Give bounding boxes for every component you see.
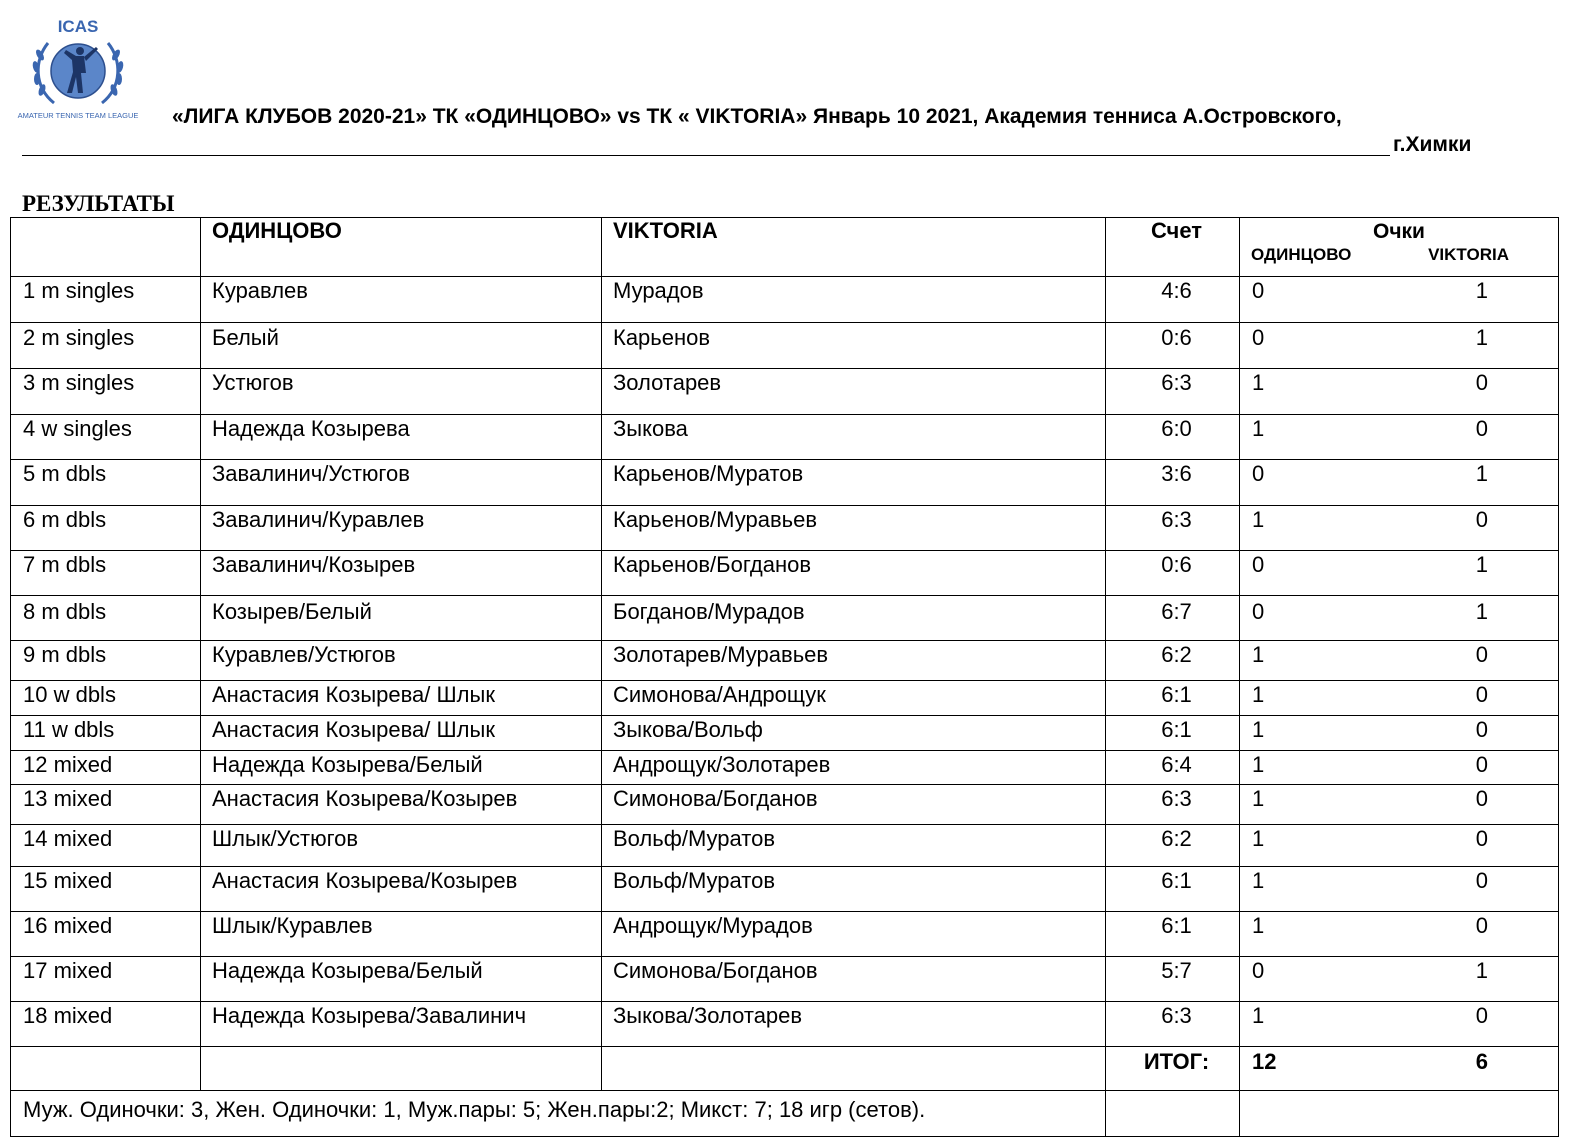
table-row [11,460,1559,506]
points-cell [1240,681,1559,716]
match-cell: 11 w dbls [11,716,201,751]
points-team-a: 1 [1252,370,1265,395]
points-team-b: 0 [1475,682,1488,707]
points-team-a: 1 [1252,642,1265,667]
points-team-b: 0 [1475,370,1488,395]
score-cell: 6:1 [1106,912,1240,957]
team-a-player-cell: Завалинич/Козырев [201,551,602,596]
summary-note: Муж. Одиночки: 3, Жен. Одиночки: 1, Муж.пары: 5; Жен.пары:2; Микст: 7; 18 игр (сетов). [11,1091,1106,1137]
points-team-b: 0 [1475,913,1488,938]
score-cell: 6:2 [1106,825,1240,867]
points-team-b: 1 [1475,599,1488,624]
team-a-player-cell: Анастасия Козырева/Козырев [201,867,602,912]
total-points-team-a: 12 [1252,1049,1277,1074]
points-team-a: 0 [1252,552,1265,577]
team-b-player-cell: Симонова/Богданов [602,957,1106,1002]
team-a-player-cell: Шлык/Устюгов [201,825,602,867]
score-cell: 6:7 [1106,596,1240,641]
match-cell: 10 w dbls [11,681,201,716]
points-cell [1240,369,1559,415]
score-cell: 6:3 [1106,506,1240,551]
table-row [11,681,1559,716]
summary-row [11,1091,1559,1137]
team-b-player-cell: Мурадов [602,277,1106,323]
team-b-player-cell: Вольф/Муратов [602,825,1106,867]
points-team-a: 1 [1252,416,1265,441]
points-team-b: 0 [1475,868,1488,893]
points-cell [1240,751,1559,785]
score-cell: 6:2 [1106,641,1240,681]
points-team-b: 0 [1475,826,1488,851]
match-cell: 12 mixed [11,751,201,785]
points-cell [1240,551,1559,596]
points-team-b: 0 [1475,786,1488,811]
points-cell [1240,785,1559,825]
points-cell [1240,460,1559,506]
team-b-player-cell: Андрощук/Мурадов [602,912,1106,957]
team-a-player-cell: Куравлев [201,277,602,323]
header-team-b: VIKTORIA [602,218,1106,277]
match-cell: 14 mixed [11,825,201,867]
team-b-player-cell: Симонова/Андрощук [602,681,1106,716]
team-a-player-cell: Надежда Козырева [201,415,602,460]
team-b-player-cell: Карьенов [602,323,1106,369]
match-cell: 8 m dbls [11,596,201,641]
points-team-a: 0 [1252,461,1265,486]
header-city: г.Химки [1393,133,1472,156]
table-row [11,785,1559,825]
total-label: ИТОГ: [1106,1047,1240,1091]
points-team-b: 0 [1475,717,1488,742]
table-row [11,1002,1559,1047]
points-team-b: 1 [1475,958,1488,983]
table-row [11,323,1559,369]
match-cell: 5 m dbls [11,460,201,506]
team-a-player-cell: Анастасия Козырева/ Шлык [201,716,602,751]
team-b-player-cell: Зыкова [602,415,1106,460]
score-cell: 6:3 [1106,785,1240,825]
team-a-player-cell: Анастасия Козырева/Козырев [201,785,602,825]
points-cell [1240,867,1559,912]
table-row [11,825,1559,867]
total-row [11,1047,1559,1091]
table-row [11,551,1559,596]
table-row [11,867,1559,912]
team-a-player-cell: Надежда Козырева/Белый [201,957,602,1002]
header-points-team-b: VIKTORIA [1428,245,1509,264]
table-row [11,506,1559,551]
team-a-player-cell: Завалинич/Устюгов [201,460,602,506]
total-points-team-b: 6 [1475,1049,1488,1074]
match-cell: 3 m singles [11,369,201,415]
points-team-b: 0 [1475,507,1488,532]
points-cell [1240,415,1559,460]
team-b-player-cell: Андрощук/Золотарев [602,751,1106,785]
logo-subtitle: AMATEUR TENNIS TEAM LEAGUE [17,111,139,120]
score-cell: 5:7 [1106,957,1240,1002]
team-a-player-cell: Белый [201,323,602,369]
points-team-b: 0 [1475,752,1488,777]
icas-logo [17,15,139,130]
team-a-player-cell: Шлык/Куравлев [201,912,602,957]
score-cell: 0:6 [1106,323,1240,369]
points-cell [1240,506,1559,551]
points-cell [1240,1002,1559,1047]
team-b-player-cell: Зыкова/Вольф [602,716,1106,751]
table-row [11,415,1559,460]
score-cell: 6:3 [1106,369,1240,415]
table-row [11,716,1559,751]
match-cell: 2 m singles [11,323,201,369]
match-cell: 13 mixed [11,785,201,825]
total-empty-cell [201,1047,602,1091]
points-cell [1240,825,1559,867]
header-cell-match [11,218,201,277]
match-cell: 9 m dbls [11,641,201,681]
team-a-player-cell: Козырев/Белый [201,596,602,641]
match-cell: 16 mixed [11,912,201,957]
points-cell [1240,912,1559,957]
section-title: РЕЗУЛЬТАТЫ [22,191,175,216]
team-a-player-cell: Надежда Козырева/Белый [201,751,602,785]
points-team-a: 1 [1252,682,1265,707]
points-team-a: 0 [1252,599,1265,624]
score-cell: 3:6 [1106,460,1240,506]
points-cell [1240,277,1559,323]
team-b-player-cell: Зыкова/Золотарев [602,1002,1106,1047]
points-team-b: 0 [1475,1003,1488,1028]
points-team-a: 1 [1252,786,1265,811]
team-a-player-cell: Анастасия Козырева/ Шлык [201,681,602,716]
points-team-a: 0 [1252,278,1265,303]
match-cell: 4 w singles [11,415,201,460]
match-cell: 1 m singles [11,277,201,323]
table-row [11,641,1559,681]
total-points-cell [1240,1047,1559,1091]
team-a-player-cell: Устюгов [201,369,602,415]
match-cell: 7 m dbls [11,551,201,596]
team-b-player-cell: Золотарев [602,369,1106,415]
header-points [1240,218,1559,277]
table-row [11,277,1559,323]
score-cell: 6:3 [1106,1002,1240,1047]
team-b-player-cell: Симонова/Богданов [602,785,1106,825]
match-cell: 17 mixed [11,957,201,1002]
summary-empty-cell [1240,1091,1559,1137]
points-cell [1240,641,1559,681]
score-cell: 0:6 [1106,551,1240,596]
points-team-a: 1 [1252,717,1265,742]
team-a-player-cell: Завалинич/Куравлев [201,506,602,551]
points-team-b: 1 [1475,278,1488,303]
points-team-b: 1 [1475,325,1488,350]
points-team-a: 0 [1252,958,1265,983]
match-cell: 18 mixed [11,1002,201,1047]
summary-empty-cell [1106,1091,1240,1137]
total-empty-cell [602,1047,1106,1091]
table-row [11,957,1559,1002]
match-cell: 6 m dbls [11,506,201,551]
team-b-player-cell: Карьенов/Богданов [602,551,1106,596]
points-team-b: 0 [1475,416,1488,441]
points-team-a: 1 [1252,826,1265,851]
points-cell [1240,596,1559,641]
header-team-a: ОДИНЦОВО [201,218,602,277]
results-table [10,217,1559,1137]
points-cell [1240,716,1559,751]
points-team-b: 1 [1475,552,1488,577]
team-b-player-cell: Вольф/Муратов [602,867,1106,912]
team-a-player-cell: Куравлев/Устюгов [201,641,602,681]
score-cell: 4:6 [1106,277,1240,323]
header-points-title: Очки [1373,220,1425,243]
score-cell: 6:1 [1106,681,1240,716]
match-cell: 15 mixed [11,867,201,912]
table-row [11,369,1559,415]
points-team-a: 1 [1252,868,1265,893]
score-cell: 6:0 [1106,415,1240,460]
score-cell: 6:4 [1106,751,1240,785]
points-team-a: 1 [1252,1003,1265,1028]
team-b-player-cell: Богданов/Мурадов [602,596,1106,641]
table-row [11,751,1559,785]
points-team-b: 0 [1475,642,1488,667]
table-row [11,912,1559,957]
header-divider [22,155,1390,156]
team-b-player-cell: Карьенов/Муратов [602,460,1106,506]
team-b-player-cell: Золотарев/Муравьев [602,641,1106,681]
score-cell: 6:1 [1106,867,1240,912]
header-points-team-a: ОДИНЦОВО [1251,245,1352,264]
table-row [11,596,1559,641]
points-team-b: 1 [1475,461,1488,486]
table-header-row [11,218,1559,277]
total-empty-cell [11,1047,201,1091]
page-title: «ЛИГА КЛУБОВ 2020-21» ТК «ОДИНЦОВО» vs ТК « VIKTORIA» Январь 10 2021, Академия тенниса А.Островского, [172,105,1342,128]
points-team-a: 1 [1252,507,1265,532]
points-cell [1240,957,1559,1002]
team-a-player-cell: Надежда Козырева/Завалинич [201,1002,602,1047]
score-cell: 6:1 [1106,716,1240,751]
points-team-a: 0 [1252,325,1265,350]
points-cell [1240,323,1559,369]
points-team-a: 1 [1252,913,1265,938]
points-team-a: 1 [1252,752,1265,777]
logo-abbr: ICAS [57,17,99,36]
team-b-player-cell: Карьенов/Муравьев [602,506,1106,551]
header-score: Счет [1106,218,1240,277]
